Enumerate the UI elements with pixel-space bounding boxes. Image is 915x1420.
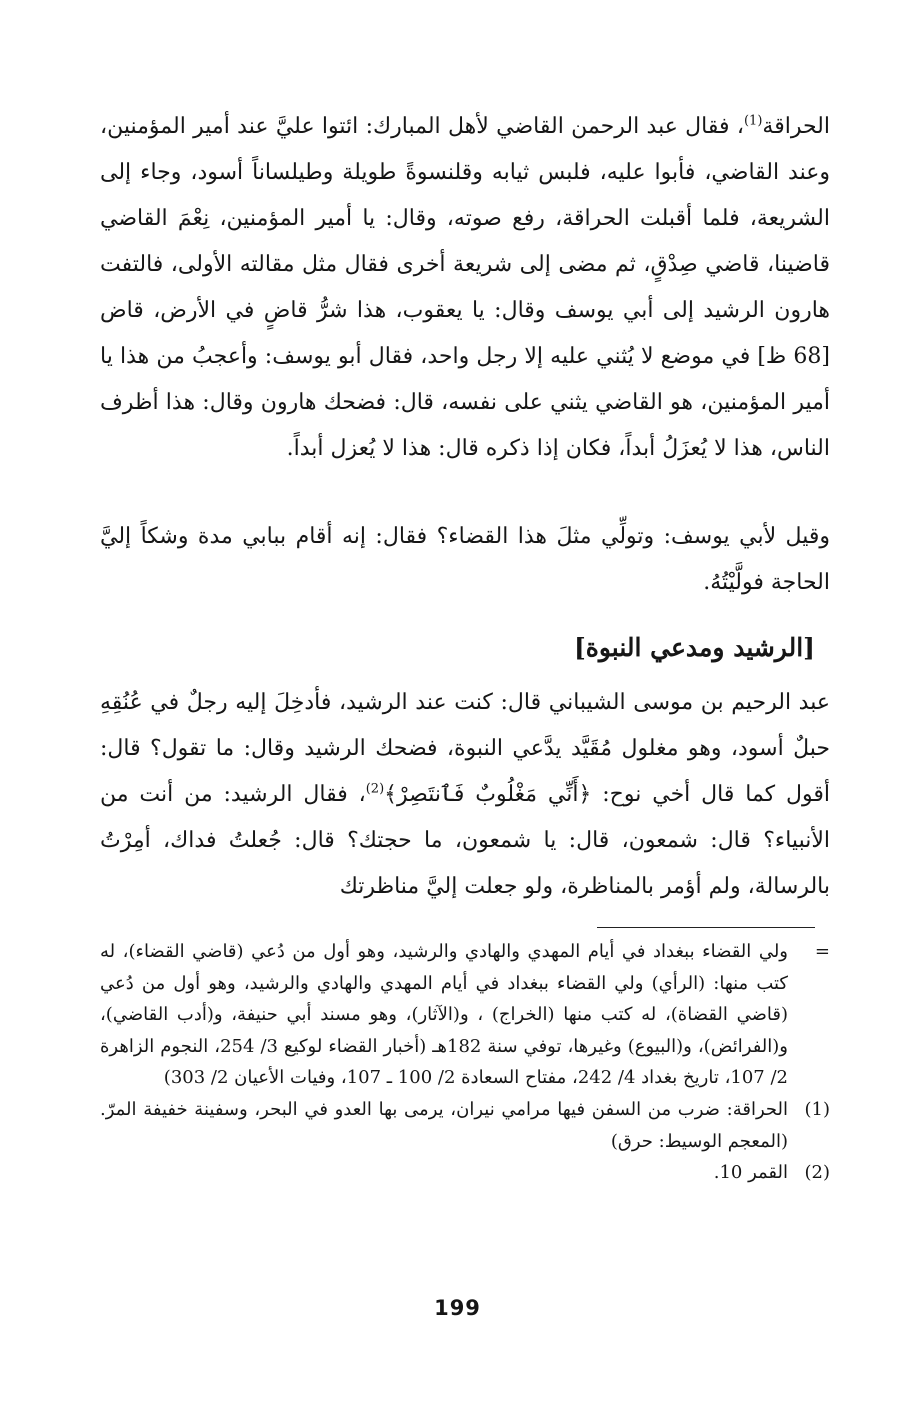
paragraph-text: الحراقة (762, 114, 830, 139)
paragraph-text: ، فقال الرشيد: من أنت من الأنبياء؟ قال: شمعون، قال: يا شمعون، ما حجتك؟ قال: جُعلتُ فداك، أمِرْتُ بالرسالة، ولم أؤمر بالمناظرة، ولو جعلت إليَّ مناظرتك (100, 782, 830, 899)
footnote-text: القمر 10. (713, 1162, 788, 1184)
footnote-continuation (100, 936, 830, 1094)
footnote-2 (100, 1157, 830, 1189)
paragraph-text: ، فقال عبد الرحمن القاضي لأهل المبارك: ائتوا عليَّ عند أمير المؤمنين، وعند القاضي، فأبوا عليه، فلبس ثيابه وقلنسوةً طويلة وطيلساناً أسود، وجاء إلى الشريعة، فلما أقبلت الحراقة، رفع صوته، وقال: يا أمير المؤمنين، نِعْمَ القاضي قاضينا، قاضي صِدْقٍ، ثم مضى إلى شريعة أخرى فقال مثل مقالته الأولى، فالتفت هارون الرشيد إلى أبي يوسف وقال: يا يعقوب، هذا شرُّ قاضٍ في الأرض، قاض [68 ظ] في موضع لا يُثني عليه إلا رجل واحد، فقال أبو يوسف: وأعجبُ من هذا يا أمير المؤمنين، هو القاضي يثني على نفسه، قال: فضحك هارون وقال: هذا أظرف الناس، هذا لا يُعزَلُ أبداً، فكان إذا ذكره قال: هذا لا يُعزل أبداً. (100, 114, 830, 461)
body-paragraph-3 (100, 680, 830, 910)
footnote-1 (100, 1094, 830, 1157)
footnote-reference-1: (1) (743, 113, 763, 129)
footnote-text: ولي القضاء ببغداد في أيام المهدي والهادي والرشيد، وهو أول من دُعي (قاضي القضاء)، له كتب منها: (الرأي) ولي القضاء ببغداد في أيام المهدي والهادي والرشيد، وهو أول من دُعي (قاضي القضاة)، له كتب منها (الخراج) ، و(الآثار)، وهو مسند أبي حنيفة، و(أدب القاضي)، و(الفرائض)، و(البيوع) وغيرها، توفي سنة 182هـ (أخبار القضاء لوكيع 3/ 254، النجوم الزاهرة 2/ 107، تاريخ بغداد 4/ 242، مفتاح السعادة 2/ 100 ـ 107، وفيات الأعيان 2/ 303) (100, 941, 788, 1089)
section-heading: [الرشيد ومدعي النبوة] (573, 633, 815, 662)
page-number: 199 (434, 1296, 481, 1320)
paragraph-text: عبد الرحيم بن موسى الشيباني قال: كنت عند الرشيد، فأدخِلَ إليه رجلٌ في عُنُقِهِ حبلٌ أسود، وهو مغلول مُقَيَّد يدَّعي النبوة، فضحك الرشيد وقال: ما تقول؟ قال: أقول كما قال أخي نوح: ﴿أَنِّي مَغْلُوبٌ فَٱنتَصِرْ﴾ (100, 690, 830, 807)
body-paragraph-2 (100, 514, 830, 606)
footnote-text: الحراقة: ضرب من السفن فيها مرامي نيران، يرمى بها العدو في البحر، وسفينة خفيفة المرّ. (المعجم الوسيط: حرق) (100, 1098, 788, 1152)
footnote-mark: = (814, 941, 830, 962)
footnotes-section (100, 936, 830, 1189)
footnote-mark: (1) (804, 1098, 830, 1120)
body-paragraph-1 (100, 104, 830, 472)
footnote-reference-2: (2) (365, 781, 385, 797)
footnote-divider (597, 927, 815, 928)
footnote-mark: (2) (804, 1162, 830, 1184)
paragraph-text: وقيل لأبي يوسف: وتولِّي مثلَ هذا القضاء؟ فقال: إنه أقام ببابي مدة وشكاً إليَّ الحاجة فولَّيْتُهُ. (100, 524, 830, 595)
